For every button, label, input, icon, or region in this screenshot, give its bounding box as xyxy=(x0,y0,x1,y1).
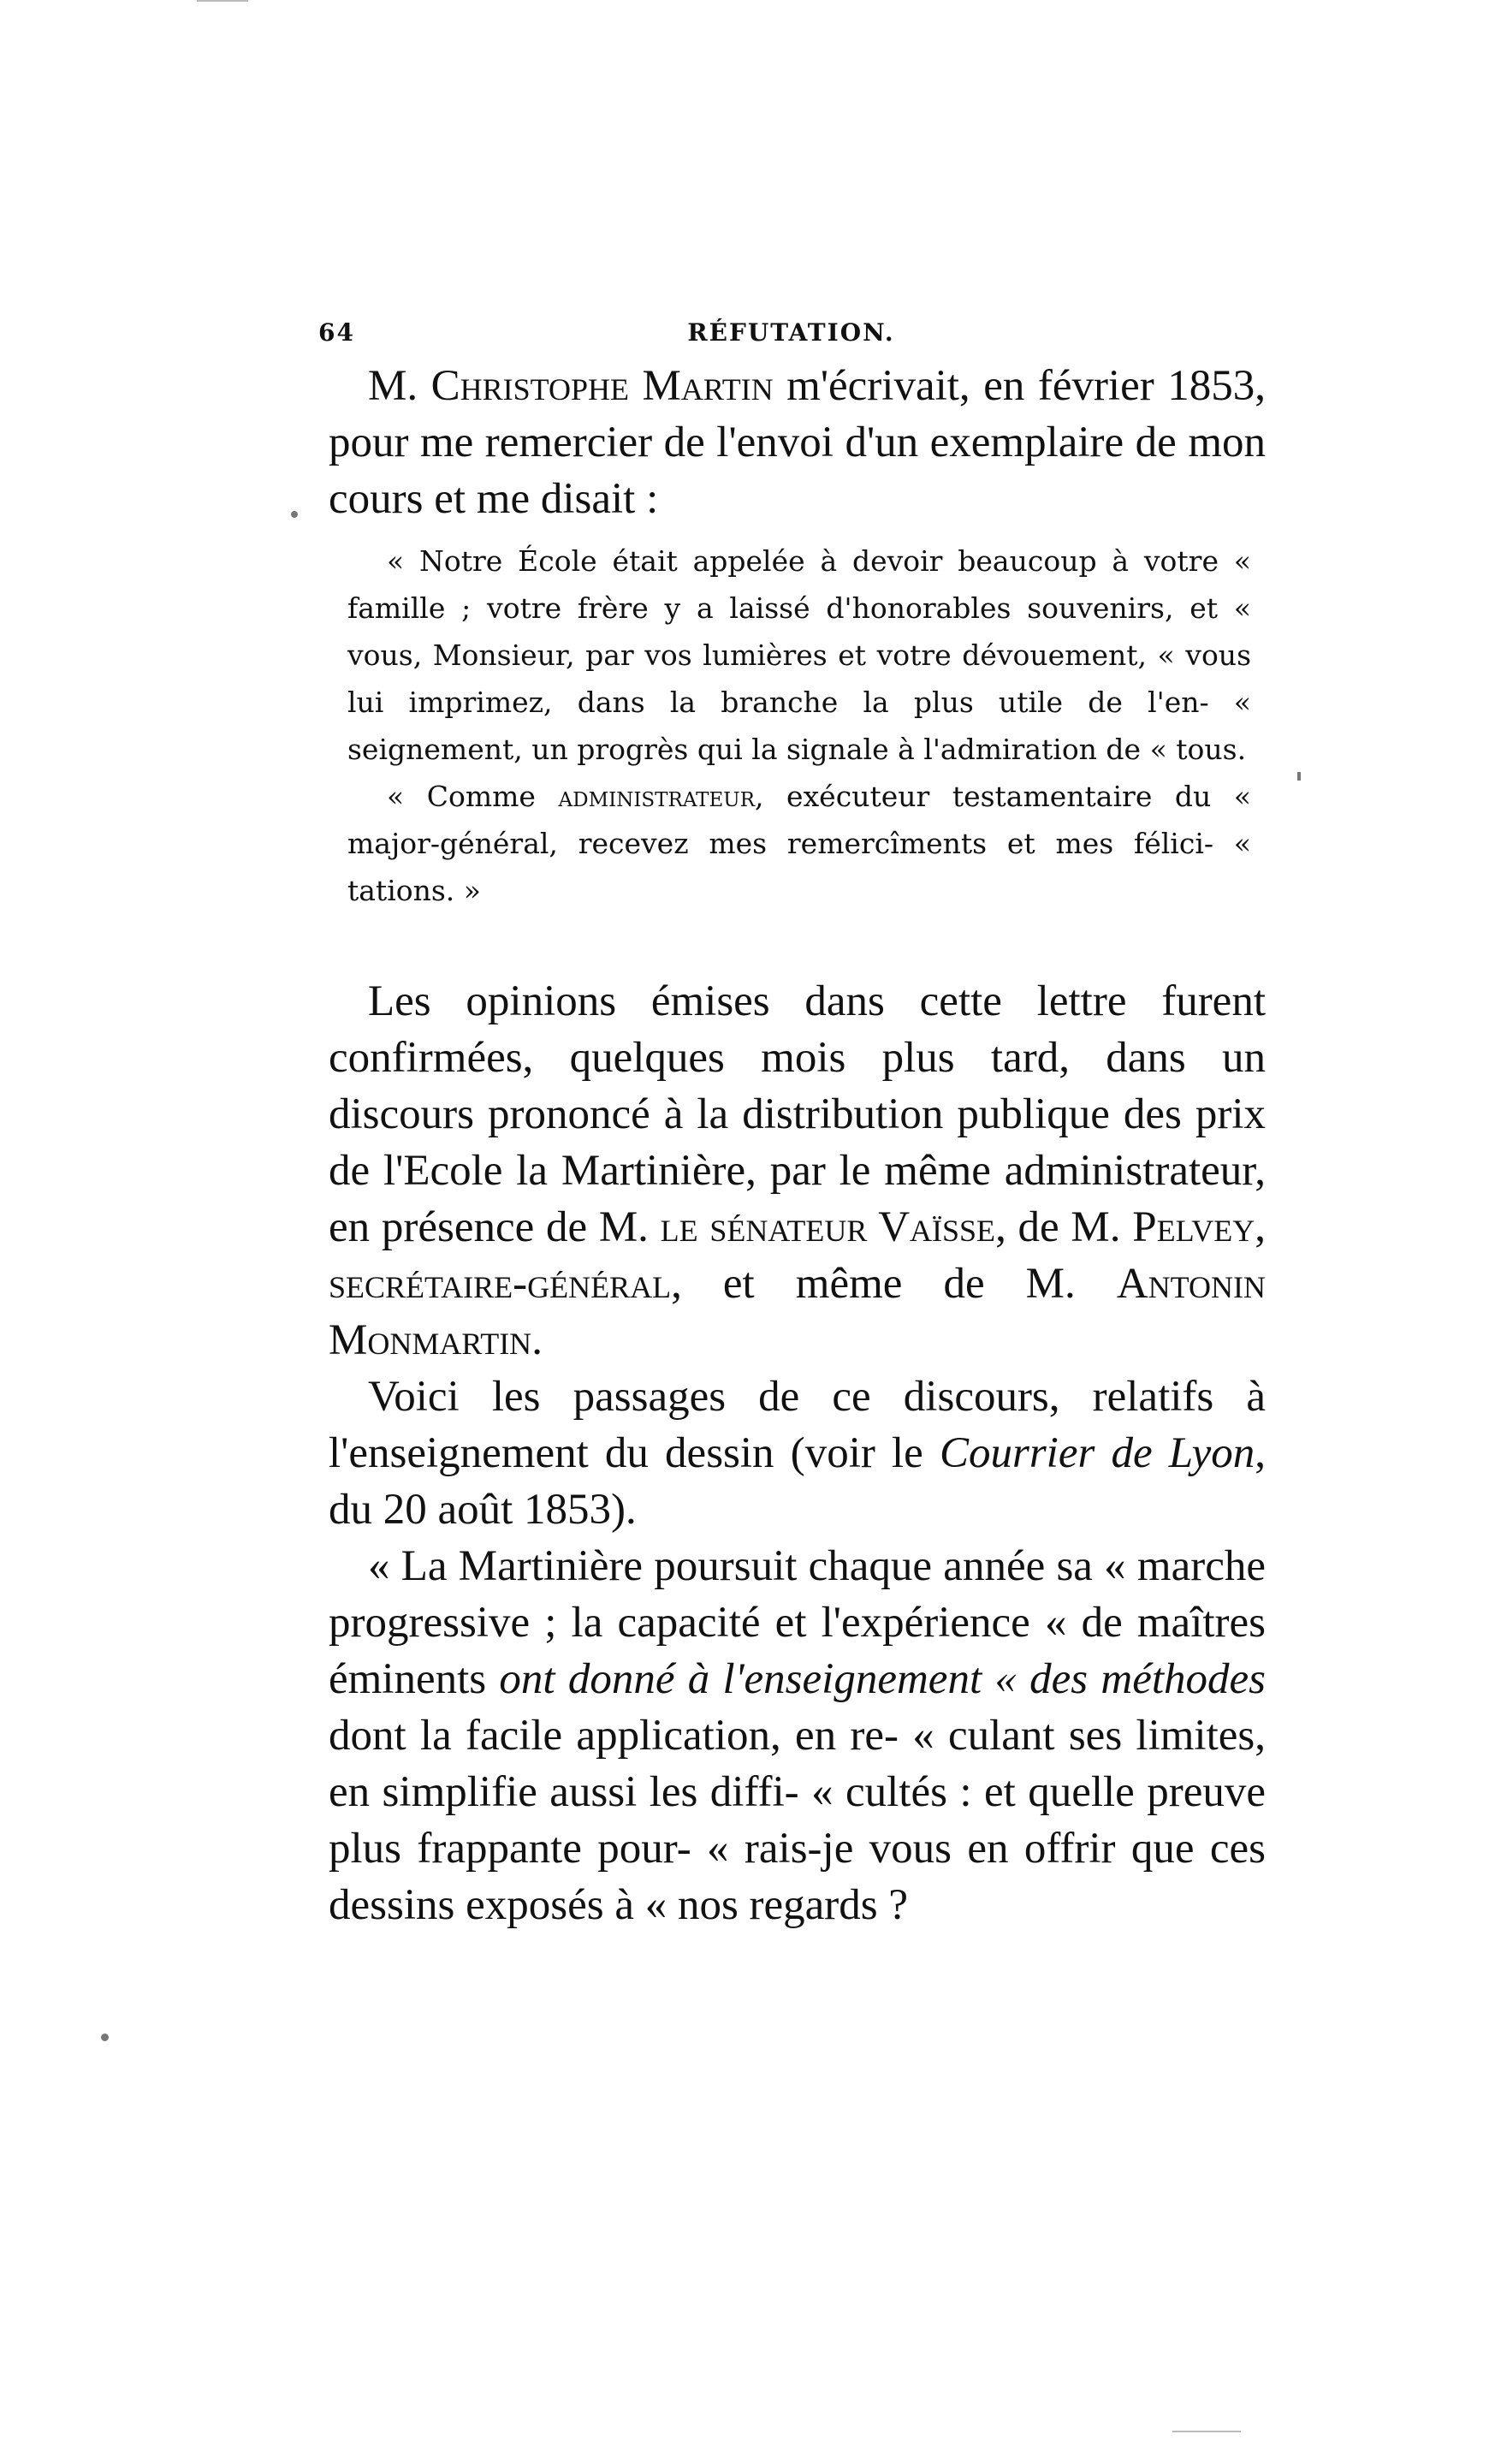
letter-quote xyxy=(335,537,1251,914)
speech-t1: « La Martinière poursuit chaque année sa « marche progressive ; la capacité et l'expérience « de maîtres éminents xyxy=(329,1542,1266,1703)
quote-p2-smallcaps: administrateur xyxy=(558,780,756,813)
letter-quote-p2 xyxy=(335,773,1251,914)
intro-rest: m'écrivait, en février 1853, pour me remercier de l'envoi d'un exemplaire de mon cours et me disait : xyxy=(329,362,1266,523)
speech-italic: ont donné à l'enseignement « des méthodes xyxy=(499,1655,1266,1703)
opinions-monmartin: Antonin Monmartin xyxy=(329,1260,1266,1364)
quote-p2-lead: « Comme xyxy=(387,780,559,813)
intro-lead: M. xyxy=(368,362,431,410)
opinions-t1: Les opinions émises dans cette lettre furent confirmées, quelques mois plus tard, dans un discours prononcé à la distribution publique des prix de l'Ecole la Martinière, par le même administrateur, en présence de M. xyxy=(329,977,1266,1251)
letter-quote-p1: « Notre École était appelée à devoir beaucoup à votre « famille ; votre frère y a laissé d'honorables souvenirs, et « vous, Monsieur, par vos lumières et votre dévouement, « vous lui imprimez, dans la branche la plus utile de l'en- « seignement, un progrès qui la signale à l'admiration de « tous. xyxy=(347,544,1251,766)
opinions-pelvey: Pelvey xyxy=(1132,1203,1255,1251)
letter-intro-paragraph xyxy=(329,358,1266,527)
scan-speck xyxy=(1297,772,1301,781)
page-number: 64 xyxy=(318,318,355,347)
opinions-t5: . xyxy=(531,1316,543,1364)
opinions-t2: , de M. xyxy=(995,1203,1133,1251)
opinions-t4: , et même de M. xyxy=(671,1260,1117,1308)
opinions-text xyxy=(329,973,1266,1369)
passages-text xyxy=(329,1369,1266,1538)
scan-rule xyxy=(1172,2431,1241,2432)
passages-t2: , du 20 août 1853). xyxy=(329,1429,1267,1534)
opinions-senator: le sénateur Vaïsse xyxy=(660,1203,996,1251)
running-title: RÉFUTATION. xyxy=(687,318,895,347)
quote-p2-rest: , exécuteur testamentaire du « major-général, recevez mes remercîments et mes félici- « tations. » xyxy=(347,780,1251,907)
speech-t2: dont la facile application, en re- « culant ses limites, en simplifie aussi les diffi- « cultés : et quelle preuve plus frappante pour- « rais-je vous en offrir que ces dessins exposés à « nos regards ? xyxy=(329,1712,1266,1929)
scan-speck xyxy=(101,2034,109,2041)
intro-name: Christophe Martin xyxy=(430,362,774,410)
passages-t1: Voici les passages de ce discours, relatifs à l'enseignement du dessin (voir le xyxy=(329,1373,1266,1477)
opinions-paragraph xyxy=(329,973,1266,1933)
scan-speck xyxy=(291,511,298,518)
scan-rule xyxy=(197,0,248,2)
speech-text xyxy=(329,1538,1266,1933)
opinions-secretary: secrétaire-général xyxy=(329,1260,672,1308)
opinions-t3: , xyxy=(1255,1203,1267,1251)
letter-intro xyxy=(329,358,1266,527)
passages-newspaper: Courrier de Lyon xyxy=(939,1429,1255,1477)
